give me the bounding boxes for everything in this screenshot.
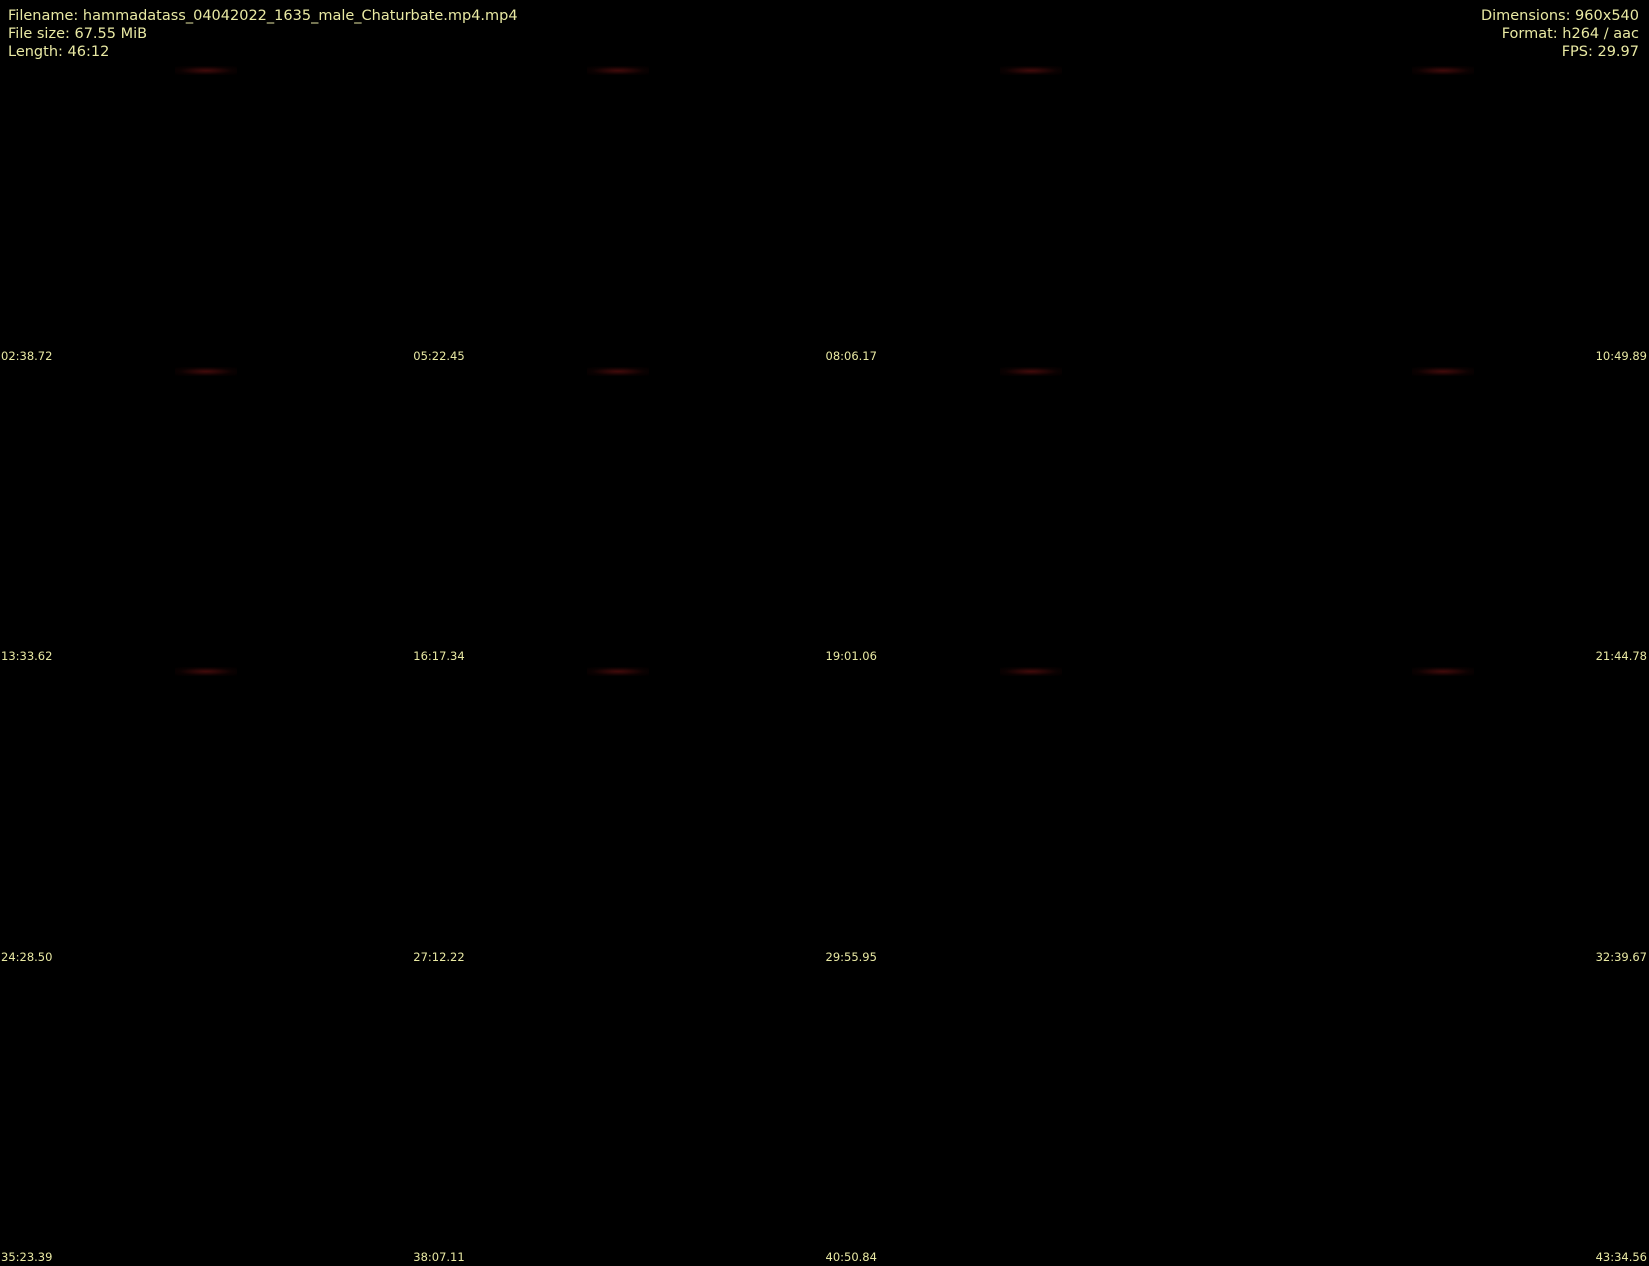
metadata-right-block bbox=[1481, 7, 1639, 61]
thumbnail-cell bbox=[0, 365, 412, 666]
thumbnail-grid bbox=[0, 64, 1649, 1266]
thumbnail-timestamp: 05:22.45 bbox=[413, 348, 465, 363]
thumbnail-timestamp: 38:07.11 bbox=[413, 1250, 465, 1264]
format-label: Format: h264 / aac bbox=[1501, 26, 1639, 42]
dimensions-label: Dimensions: 960x540 bbox=[1480, 8, 1639, 24]
thumbnail-frame bbox=[0, 665, 412, 966]
metadata-left-block bbox=[8, 7, 518, 61]
filename-label: Filename: hammadatass_04042022_1635_male_Chaturbate.mp4.mp4 bbox=[8, 8, 518, 24]
thumbnail-timestamp: 35:23.39 bbox=[1, 1250, 53, 1264]
metadata-header bbox=[0, 0, 1649, 64]
thumbnail-timestamp: 19:01.06 bbox=[825, 649, 877, 663]
thumbnail-cell bbox=[0, 665, 412, 966]
thumbnail-cell bbox=[0, 64, 412, 365]
fps-label: FPS: 29.97 bbox=[1561, 44, 1639, 60]
thumbnail-frame bbox=[1237, 365, 1649, 666]
thumbnail-frame bbox=[412, 966, 824, 1266]
thumbnail-frame bbox=[0, 966, 412, 1266]
thumbnail-cell bbox=[825, 966, 1237, 1266]
filesize-label: File size: 67.55 MiB bbox=[8, 26, 148, 42]
thumbnail-cell bbox=[1237, 64, 1649, 365]
thumbnail-timestamp: 24:28.50 bbox=[1, 949, 53, 964]
thumbnail-frame bbox=[1237, 966, 1649, 1266]
thumbnail-cell bbox=[412, 665, 824, 966]
thumbnail-timestamp: 29:55.95 bbox=[825, 949, 877, 964]
thumbnail-timestamp: 16:17.34 bbox=[413, 649, 465, 663]
thumbnail-cell bbox=[1237, 665, 1649, 966]
thumbnail-frame bbox=[0, 365, 412, 666]
thumbnail-timestamp: 32:39.67 bbox=[1595, 949, 1647, 964]
thumbnail-timestamp: 40:50.84 bbox=[825, 1250, 877, 1264]
thumbnail-frame bbox=[1237, 64, 1649, 365]
thumbnail-cell bbox=[412, 365, 824, 666]
thumbnail-cell bbox=[412, 966, 824, 1266]
thumbnail-cell bbox=[825, 365, 1237, 666]
thumbnail-timestamp: 08:06.17 bbox=[825, 348, 877, 363]
thumbnail-frame bbox=[412, 64, 824, 365]
thumbnail-timestamp: 21:44.78 bbox=[1595, 649, 1647, 663]
thumbnail-cell bbox=[412, 64, 824, 365]
thumbnail-frame bbox=[825, 365, 1237, 666]
thumbnail-frame bbox=[825, 966, 1237, 1266]
length-label: Length: 46:12 bbox=[8, 44, 110, 60]
thumbnail-timestamp: 13:33.62 bbox=[1, 649, 53, 663]
thumbnail-cell bbox=[825, 64, 1237, 365]
thumbnail-cell bbox=[1237, 365, 1649, 666]
thumbnail-timestamp: 43:34.56 bbox=[1595, 1250, 1647, 1264]
thumbnail-frame bbox=[412, 365, 824, 666]
thumbnail-timestamp: 02:38.72 bbox=[1, 348, 53, 363]
thumbnail-frame bbox=[1237, 665, 1649, 966]
thumbnail-frame bbox=[825, 64, 1237, 365]
thumbnail-cell bbox=[825, 665, 1237, 966]
thumbnail-frame bbox=[825, 665, 1237, 966]
thumbnail-timestamp: 27:12.22 bbox=[413, 949, 465, 964]
thumbnail-cell bbox=[1237, 966, 1649, 1266]
thumbnail-cell bbox=[0, 966, 412, 1266]
thumbnail-timestamp: 10:49.89 bbox=[1595, 348, 1647, 363]
thumbnail-frame bbox=[0, 64, 412, 365]
thumbnail-frame bbox=[412, 665, 824, 966]
